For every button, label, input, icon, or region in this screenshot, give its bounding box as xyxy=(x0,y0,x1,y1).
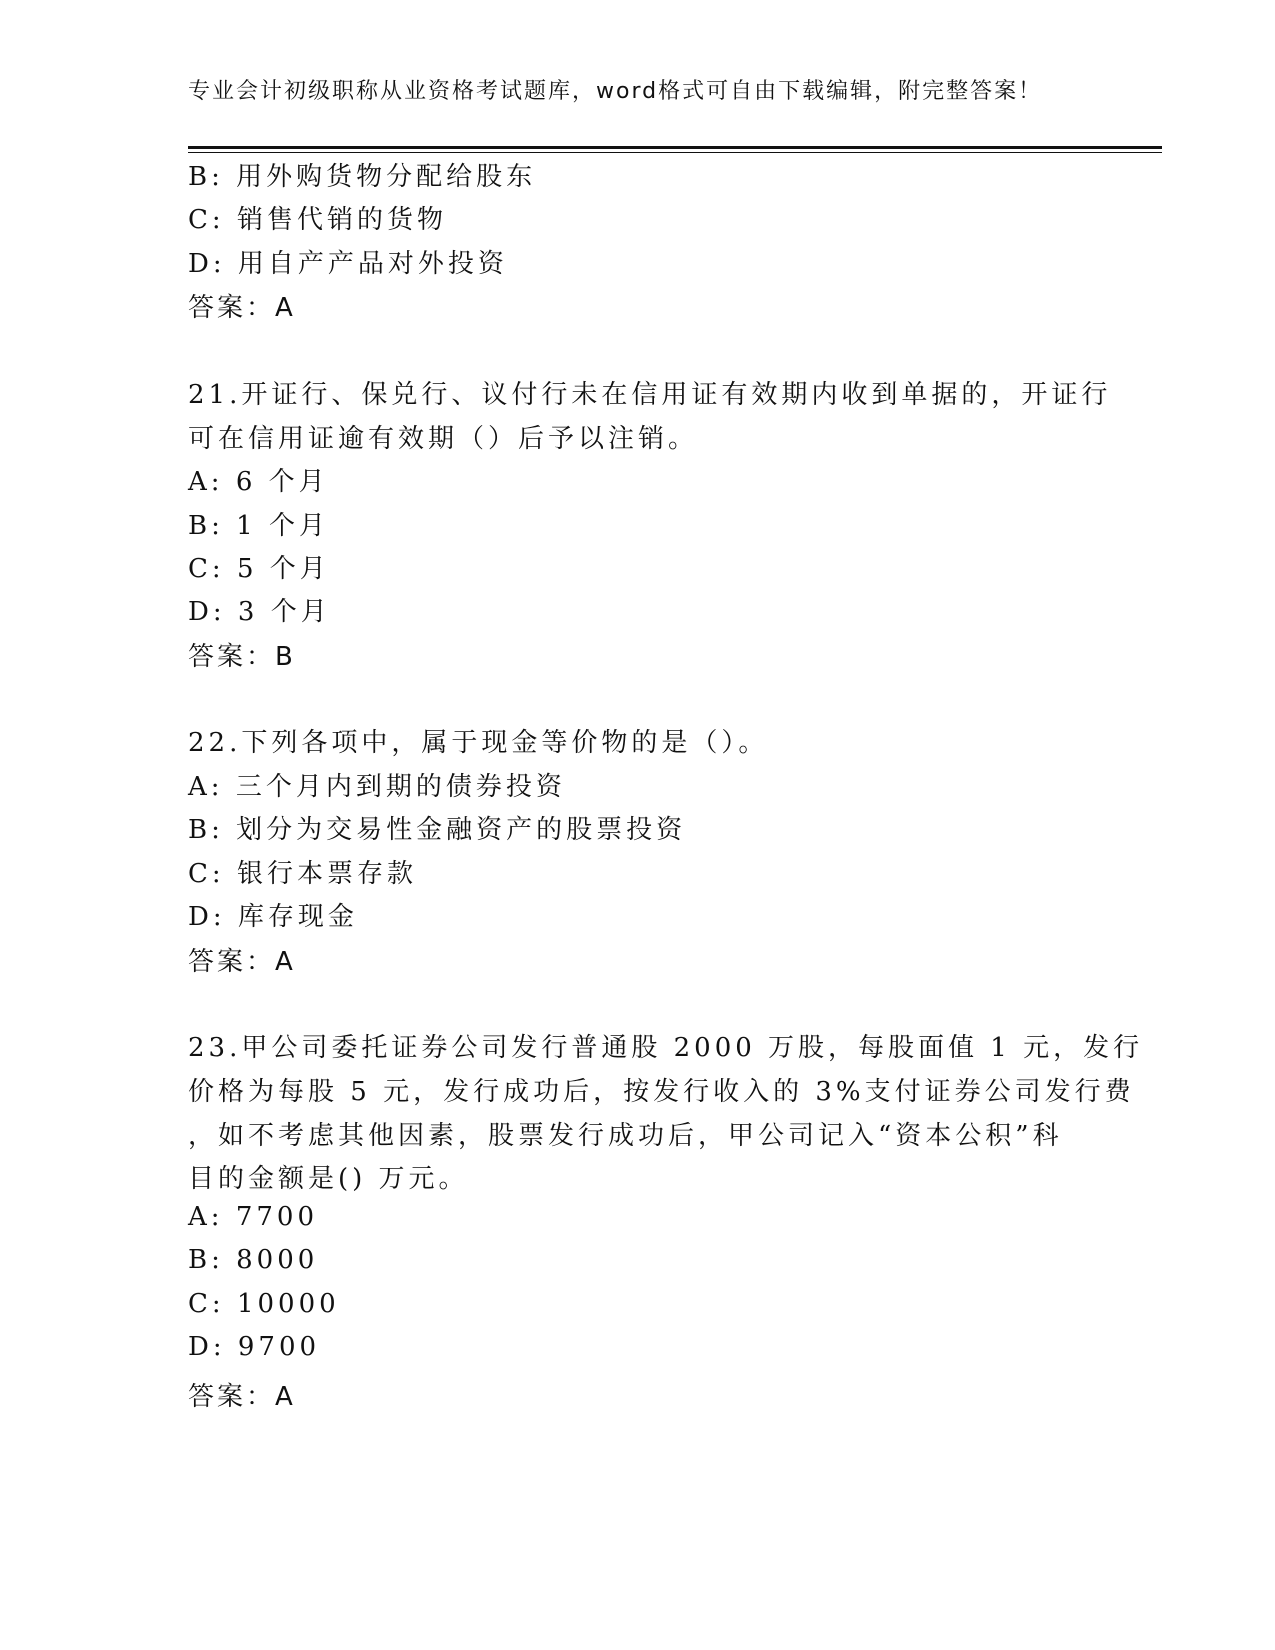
page-header: 专业会计初级职称从业资格考试题库，word格式可自由下载编辑，附完整答案！ xyxy=(188,79,1043,104)
answer: 答案：A xyxy=(188,1382,296,1412)
question-stem-line: ，如不考虑其他因素，股票发行成功后，甲公司记入“资本公积”科 xyxy=(188,1121,1063,1151)
answer: 答案：A xyxy=(188,293,296,323)
question-stem-line: 价格为每股 5 元，发行成功后，按发行收入的 3%支付证券公司发行费 xyxy=(188,1077,1135,1107)
option-a: A: 7700 xyxy=(188,1202,318,1232)
option-b: B: 8000 xyxy=(188,1245,319,1275)
answer: 答案：A xyxy=(188,947,296,977)
answer: 答案：B xyxy=(188,642,296,672)
option-d: D: 库存现金 xyxy=(188,902,358,932)
option-d: D: 3 个月 xyxy=(188,597,331,627)
question-stem-line: 21.开证行、保兑行、议付行未在信用证有效期内收到单据的，开证行 xyxy=(188,380,1112,410)
question-stem-line: 22.下列各项中，属于现金等价物的是（）。 xyxy=(188,728,769,758)
header-rule-thin xyxy=(188,152,1162,153)
question-stem-line: 目的金额是() 万元。 xyxy=(188,1164,469,1194)
option-a: A: 6 个月 xyxy=(188,467,329,497)
option-a: A: 三个月内到期的债券投资 xyxy=(188,772,566,802)
option-c: C: 10000 xyxy=(188,1289,340,1319)
option-c: C: 销售代销的货物 xyxy=(188,205,447,235)
option-b: B: 用外购货物分配给股东 xyxy=(188,162,537,192)
question-stem-line: 23.甲公司委托证券公司发行普通股 2000 万股，每股面值 1 元，发行 xyxy=(188,1033,1144,1063)
option-c: C: 银行本票存款 xyxy=(188,859,417,889)
header-rule-thick xyxy=(188,146,1162,149)
option-b: B: 1 个月 xyxy=(188,511,329,541)
question-stem-line: 可在信用证逾有效期（）后予以注销。 xyxy=(188,424,699,454)
option-d: D: 用自产产品对外投资 xyxy=(188,249,508,279)
option-c: C: 5 个月 xyxy=(188,554,330,584)
option-b: B: 划分为交易性金融资产的股票投资 xyxy=(188,815,687,845)
option-d: D: 9700 xyxy=(188,1332,321,1362)
